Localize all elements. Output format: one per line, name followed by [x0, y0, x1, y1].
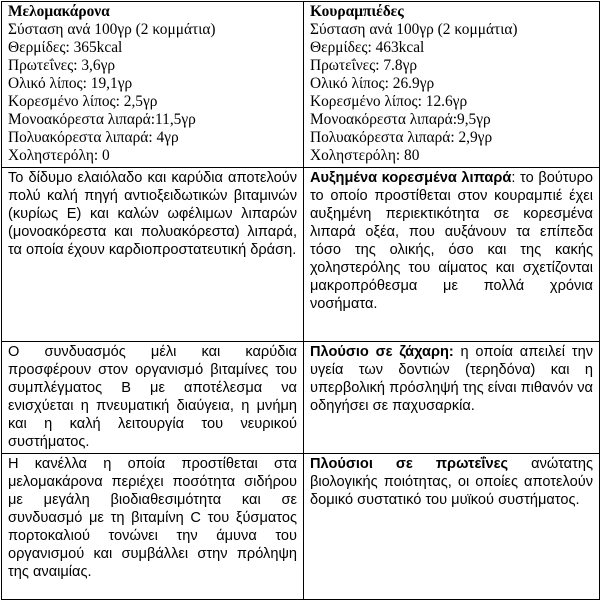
note-text: ανώτατης βιολογικής ποιότητας, οι οποίες αποτελούν δομικό συστατικό του μυϊκού συστήματος.: [310, 456, 593, 508]
nutrition-line: Ολικό λίπος: 19,1γρ: [8, 75, 133, 92]
melomakarona-note-cell: [2, 342, 304, 454]
melomakarona-note-cell: [2, 454, 304, 600]
notes-row: [2, 454, 600, 600]
notes-row: [2, 168, 600, 342]
kourabiedes-note: [310, 169, 593, 313]
melomakarona-note: Η κανέλλα η οποία προστίθεται στα μελομακάρονα περιέχει ποσότητα σιδήρου με μεγάλη βιοδιαθεσιμότητα και σε συνδυασμό με τη βιταμίνη C του ξύσματος πορτοκαλιού τονώνει την άμυνα του οργανισμού και συμβάλλει στην πρόληψη της αναιμίας.: [8, 456, 297, 580]
kourabiedes-note-cell: [304, 168, 600, 342]
note-lead: Αυξημένα κορεσμένα λιπαρά: [310, 170, 512, 186]
kourabiedes-note: [310, 455, 593, 509]
nutrition-line: Σύσταση ανά 100γρ (2 κομμάτια): [8, 21, 216, 38]
melomakarona-note-cell: [2, 168, 304, 342]
melomakarona-note: Ο συνδυασμός μέλι και καρύδια προσφέρουν στον οργανισμό βιταμίνες του συμπλέγματος Β με αποτέλεσμα να ενισχύεται η πνευματική διαύγεια, η μνήμη και η καλή λειτουργία του νευρικού συστήματος.: [8, 344, 297, 450]
nutrition-line: Ολικό λίπος: 26.9γρ: [310, 75, 435, 92]
nutrition-line: Μονοακόρεστα λιπαρά:9,5γρ: [310, 111, 491, 128]
nutrition-line: Θερμίδες: 463kcal: [310, 39, 425, 56]
notes-row: [2, 342, 600, 454]
nutrition-line: Χοληστερόλη: 0: [8, 147, 110, 164]
melomakarona-nutrition-cell: [2, 2, 304, 168]
comparison-table: [1, 1, 600, 600]
note-text: η οποία απειλεί την υγεία των δοντιών (τερηδόνα) και η υπερβολική πρόσληψή της είναι πιθανόν να οδηγήσει σε παχυσαρκία.: [310, 344, 593, 414]
nutrition-line: Σύσταση ανά 100γρ (2 κομμάτια): [310, 21, 518, 38]
nutrition-line: Πρωτεΐνες: 7.8γρ: [310, 57, 418, 74]
kourabiedes-title: Κουραμπιέδες: [310, 3, 404, 20]
note-text: : το βούτυρο το οποίο προστίθεται στον κουραμπιέ έχει αυξημένη περιεκτικότητα σε κορεσμένα λιπαρά οξέα, που αυξάνουν τα επίπεδα τόσο της ολικής, όσο και της κακής χοληστερόλης του αίματος και σχετίζονται μακροπρόθεσμα με πολλά χρόνια νοσήματα.: [310, 170, 593, 312]
kourabiedes-note-cell: [304, 454, 600, 600]
nutrition-line: Μονοακόρεστα λιπαρά:11,5γρ: [8, 111, 196, 128]
nutrition-line: Πολυακόρεστα λιπαρά: 4γρ: [8, 129, 179, 146]
nutrition-row: [2, 2, 600, 168]
note-lead: Πλούσιο σε ζάχαρη:: [310, 344, 454, 360]
nutrition-line: Πρωτεΐνες: 3,6γρ: [8, 57, 116, 74]
kourabiedes-note-cell: [304, 342, 600, 454]
note-lead: Πλούσιοι σε πρωτεΐνες: [310, 456, 509, 472]
kourabiedes-nutrition-cell: [304, 2, 600, 168]
nutrition-line: Θερμίδες: 365kcal: [8, 39, 123, 56]
nutrition-line: Πολυακόρεστα λιπαρά: 2,9γρ: [310, 129, 493, 146]
nutrition-line: Κορεσμένο λίπος: 12.6γρ: [310, 93, 468, 110]
nutrition-line: Κορεσμένο λίπος: 2,5γρ: [8, 93, 158, 110]
nutrition-line: Χοληστερόλη: 80: [310, 147, 420, 164]
kourabiedes-note: [310, 343, 593, 415]
melomakarona-title: Μελομακάρονα: [8, 3, 110, 20]
melomakarona-note: Το δίδυμο ελαιόλαδο και καρύδια αποτελούν πολύ καλή πηγή αντιοξειδωτικών βιταμινών (κυρίως Ε) και καλών ωφέλιμων λιπαρών (μονοακόρεστα και πολυακόρεστα) λιπαρά, τα οποία έχουν καρδιοπροστατευτική δράση.: [8, 170, 297, 258]
